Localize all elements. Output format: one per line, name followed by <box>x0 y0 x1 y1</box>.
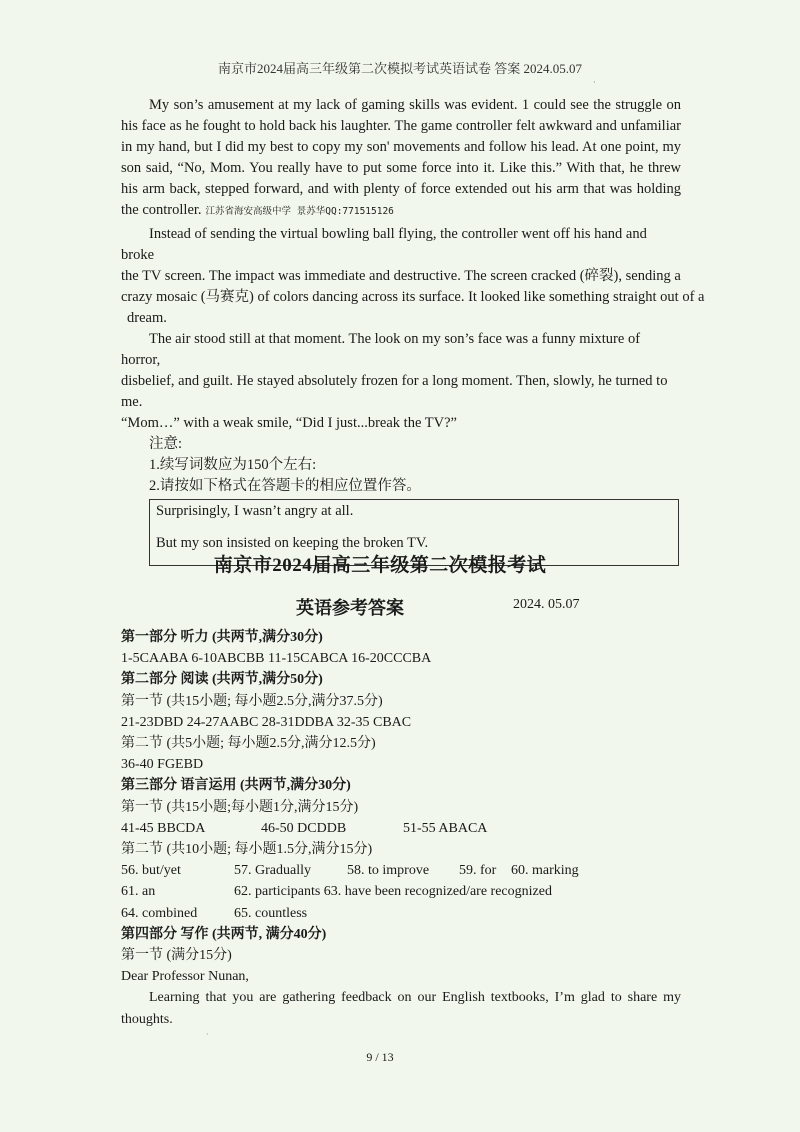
part1-answers: 1-5CAABA 6-10ABCBB 11-15CABCA 16-20CCCBA <box>121 651 432 667</box>
part2-section2-answers: 36-40 FGEBD <box>121 757 204 773</box>
story-paragraph-2-line-1: Instead of sending the virtual bowling ball flying, the controller went off his hand and broke <box>121 226 647 263</box>
answers-56-60 <box>121 860 691 881</box>
part4-heading: 第四部分 写作 (共两节, 满分40分) <box>121 926 327 942</box>
notes-title: 注意: <box>149 436 183 452</box>
box-line-2: But my son insisted on keeping the broken TV. <box>156 535 429 551</box>
letter-paragraph-1: Learning that you are gathering feedback on our English textbooks, I’m glad to share my thoughts. <box>121 990 681 1027</box>
answer-key-section <box>121 627 691 1030</box>
story-paragraph-3-line-1: The air stood still at that moment. The look on my son’s face was a funny mixture of horror, <box>121 331 641 368</box>
answers-61-63 <box>121 881 691 902</box>
part3-section1-answers <box>121 818 691 839</box>
answers-51-55: 51-55 ABACA <box>403 820 488 836</box>
answer-57: 57. Gradually <box>234 863 311 879</box>
page-header: 南京市2024届高三年级第二次模拟考试英语试卷 答案 2024.05.07 <box>217 61 582 76</box>
answer-56: 56. but/yet <box>121 863 181 879</box>
part4-section1-heading: 第一节 (满分15分) <box>121 948 232 964</box>
story-paragraph-2-line-2: the TV screen. The impact was immediate and destructive. The screen cracked (碎裂), sending a <box>121 268 681 284</box>
part3-section2-heading: 第二节 (共10小题; 每小题1.5分,满分15分) <box>121 842 373 858</box>
story-paragraph-1-text: My son’s amusement at my lack of gaming skills was evident. 1 could see the struggle on his face as he fought to hold back his laughter. The game controller felt awkward and unfamiliar in my hand, but I did my best to copy my son' movements and follow his lead. At one point, my son said, “No, Mom. You really have to put some force into it. Like this.” With that, he threw his arm back, stepped forward, and with plenty of force extended out his arm that was holding the controller. <box>121 97 681 218</box>
box-line-1: Surprisingly, I wasn’t angry at all. <box>156 503 354 519</box>
answer-61: 61. an <box>121 884 156 900</box>
answers-46-50: 46-50 DCDDB <box>261 820 347 836</box>
answer-60: 60. marking <box>511 863 579 879</box>
note-2: 2.请按如下格式在答题卡的相应位置作答。 <box>149 478 421 494</box>
answers-64-65 <box>121 903 691 924</box>
answer-58: 58. to improve <box>347 863 430 879</box>
answers-41-45: 41-45 BBCDA <box>121 820 206 836</box>
note-1: 1.续写词数应为150个左右: <box>149 457 317 473</box>
story-paragraph-2-line-4: dream. <box>127 310 167 326</box>
watermark-text: 江苏省海安高级中学 景苏华QQ:771515126 <box>205 206 394 217</box>
story-paragraph-1 <box>121 95 681 222</box>
part2-section1-answers: 21-23DBD 24-27AABC 28-31DDBA 32-35 CBAC <box>121 714 412 730</box>
answer-59: 59. for <box>459 863 497 879</box>
part1-heading: 第一部分 听力 (共两节,满分30分) <box>121 630 323 645</box>
letter-salutation: Dear Professor Nunan, <box>121 969 249 985</box>
page-number: 9 / 13 <box>366 1050 394 1064</box>
answer-65: 65. countless <box>234 905 308 921</box>
part3-heading: 第三部分 语言运用 (共两节,满分30分) <box>121 778 351 794</box>
answer-key-subtitle: 英语参考答案 <box>296 598 404 618</box>
answer-key-title: 南京市2024届高三年级第二次模报考试 <box>213 555 547 576</box>
story-paragraph-3-line-3: “Mom…” with a weak smile, “Did I just...break the TV?” <box>121 415 457 431</box>
story-paragraph-2-line-3: crazy mosaic (马赛克) of colors dancing across its surface. It looked like something straight out of a <box>121 289 705 305</box>
part3-section1-heading: 第一节 (共15小题;每小题1分,满分15分) <box>121 799 359 815</box>
part2-heading: 第二部分 阅读 (共两节,满分50分) <box>121 672 323 688</box>
header-dot: · <box>593 78 596 87</box>
part2-section2-heading: 第二节 (共5小题; 每小题2.5分,满分12.5分) <box>121 736 376 752</box>
part2-section1-heading: 第一节 (共15小题; 每小题2.5分,满分37.5分) <box>121 693 383 709</box>
answer-62-63: 62. participants 63. have been recognized/are recognized <box>234 884 552 900</box>
answer-64: 64. combined <box>121 905 198 921</box>
story-paragraph-3-line-2: disbelief, and guilt. He stayed absolutely frozen for a long moment. Then, slowly, he turned to me. <box>121 373 668 410</box>
story-section <box>121 95 705 566</box>
answer-key-date: 2024. 05.07 <box>513 597 580 612</box>
footer-dot: · <box>206 1030 209 1039</box>
